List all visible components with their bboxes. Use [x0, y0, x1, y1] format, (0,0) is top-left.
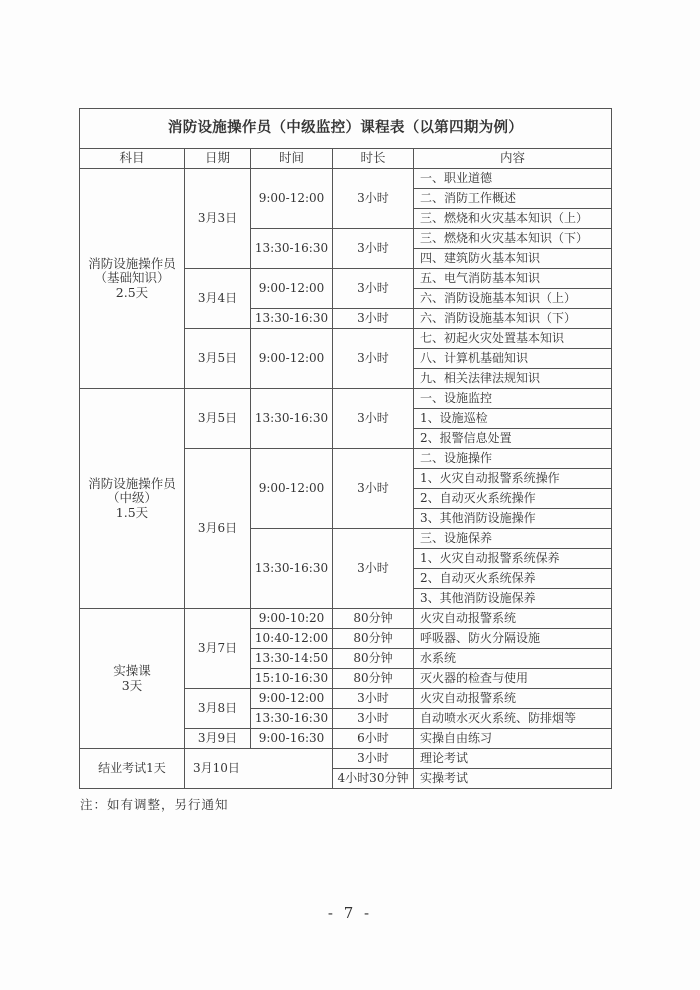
date-cell: 3月9日	[185, 729, 251, 749]
duration-cell: 3小时	[333, 269, 414, 309]
time-cell: 13:30-16:30	[251, 229, 333, 269]
content-cell: 一、职业道德	[414, 169, 612, 189]
content-cell: 2、报警信息处置	[414, 429, 612, 449]
subject-basic	[80, 169, 185, 389]
content-cell: 实操考试	[414, 769, 612, 789]
duration-cell: 80分钟	[333, 649, 414, 669]
date-cell: 3月5日	[185, 329, 251, 389]
duration-cell: 3小时	[333, 389, 414, 449]
date-cell: 3月4日	[185, 269, 251, 329]
content-cell: 九、相关法律法规知识	[414, 369, 612, 389]
content-cell: 二、消防工作概述	[414, 189, 612, 209]
header-subject: 科目	[80, 149, 185, 169]
subject-mid-days: 1.5天	[115, 504, 149, 520]
page-number: - 7 -	[327, 904, 373, 922]
content-cell: 2、自动灭火系统保养	[414, 569, 612, 589]
duration-cell: 3小时	[333, 229, 414, 269]
subject-basic-name: 消防设施操作员	[88, 255, 176, 271]
header-time: 时间	[251, 149, 333, 169]
time-cell: 13:30-14:50	[251, 649, 333, 669]
content-cell: 理论考试	[414, 749, 612, 769]
header-date: 日期	[185, 149, 251, 169]
content-cell: 二、设施操作	[414, 449, 612, 469]
table-title: 消防设施操作员（中级监控）课程表（以第四期为例）	[80, 109, 612, 149]
content-cell: 灭火器的检查与使用	[414, 669, 612, 689]
content-cell: 呼吸器、防火分隔设施	[414, 629, 612, 649]
time-cell: 13:30-16:30	[251, 389, 333, 449]
content-cell: 1、火灾自动报警系统保养	[414, 549, 612, 569]
content-cell: 1、设施巡检	[414, 409, 612, 429]
content-cell: 八、计算机基础知识	[414, 349, 612, 369]
content-cell: 3、其他消防设施操作	[414, 509, 612, 529]
content-cell: 3、其他消防设施保养	[414, 589, 612, 609]
header-duration: 时长	[333, 149, 414, 169]
duration-cell: 3小时	[333, 449, 414, 529]
date-cell: 3月10日	[185, 749, 333, 789]
date-cell: 3月7日	[185, 609, 251, 689]
content-cell: 三、燃烧和火灾基本知识（下）	[414, 229, 612, 249]
duration-cell: 3小时	[333, 749, 414, 769]
time-cell: 13:30-16:30	[251, 529, 333, 609]
duration-cell: 80分钟	[333, 669, 414, 689]
content-cell: 三、燃烧和火灾基本知识（上）	[414, 209, 612, 229]
content-cell: 四、建筑防火基本知识	[414, 249, 612, 269]
date-cell: 3月5日	[185, 389, 251, 449]
subject-mid-name: 消防设施操作员	[88, 475, 176, 491]
duration-cell: 3小时	[333, 309, 414, 329]
duration-cell: 3小时	[333, 709, 414, 729]
header-content: 内容	[414, 149, 612, 169]
duration-cell: 3小时	[333, 329, 414, 389]
date-cell: 3月3日	[185, 169, 251, 269]
subject-basic-sub: （基础知识）	[94, 270, 170, 286]
subject-practical	[80, 609, 185, 749]
time-cell: 9:00-12:00	[251, 269, 333, 309]
content-cell: 五、电气消防基本知识	[414, 269, 612, 289]
duration-cell: 80分钟	[333, 609, 414, 629]
content-cell: 1、火灾自动报警系统操作	[414, 469, 612, 489]
content-cell: 自动喷水灭火系统、防排烟等	[414, 709, 612, 729]
date-cell: 3月6日	[185, 449, 251, 609]
duration-cell: 3小时	[333, 169, 414, 229]
content-cell: 水系统	[414, 649, 612, 669]
subject-prac-name: 实操课	[113, 663, 151, 679]
content-cell: 2、自动灭火系统操作	[414, 489, 612, 509]
course-schedule-table	[79, 108, 612, 789]
time-cell: 13:30-16:30	[251, 309, 333, 329]
duration-cell: 80分钟	[333, 629, 414, 649]
subject-intermediate	[80, 389, 185, 609]
time-cell: 9:00-16:30	[251, 729, 333, 749]
subject-exam: 结业考试1天	[80, 749, 185, 789]
time-cell: 9:00-10:20	[251, 609, 333, 629]
duration-cell: 3小时	[333, 689, 414, 709]
subject-mid-sub: （中级）	[106, 490, 157, 506]
content-cell: 火灾自动报警系统	[414, 689, 612, 709]
time-cell: 9:00-12:00	[251, 689, 333, 709]
time-cell: 9:00-12:00	[251, 449, 333, 529]
time-cell: 9:00-12:00	[251, 329, 333, 389]
content-cell: 火灾自动报警系统	[414, 609, 612, 629]
content-cell: 实操自由练习	[414, 729, 612, 749]
date-cell: 3月8日	[185, 689, 251, 729]
time-cell: 10:40-12:00	[251, 629, 333, 649]
content-cell: 七、初起火灾处置基本知识	[414, 329, 612, 349]
time-cell: 15:10-16:30	[251, 669, 333, 689]
time-cell: 9:00-12:00	[251, 169, 333, 229]
duration-cell: 3小时	[333, 529, 414, 609]
subject-prac-days: 3天	[121, 677, 143, 693]
content-cell: 六、消防设施基本知识（下）	[414, 309, 612, 329]
content-cell: 一、设施监控	[414, 389, 612, 409]
footnote: 注：如有调整，另行通知	[80, 797, 229, 812]
time-cell: 13:30-16:30	[251, 709, 333, 729]
content-cell: 六、消防设施基本知识（上）	[414, 289, 612, 309]
duration-cell: 6小时	[333, 729, 414, 749]
duration-cell: 4小时30分钟	[333, 769, 414, 789]
subject-basic-days: 2.5天	[115, 284, 149, 300]
content-cell: 三、设施保养	[414, 529, 612, 549]
